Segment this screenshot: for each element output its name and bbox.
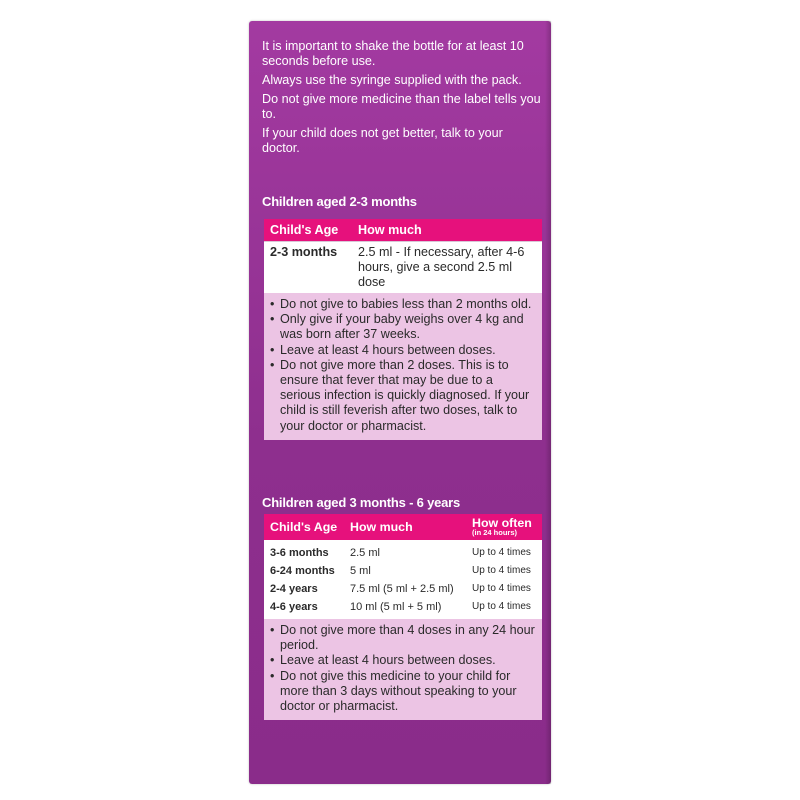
cell-age: 3-6 months [270, 547, 329, 559]
header-childs-age: Child's Age [270, 520, 338, 534]
header-childs-age: Child's Age [270, 223, 339, 237]
intro-line: If your child does not get better, talk to your doctor. [262, 126, 503, 155]
cell-frequency: Up to 4 times [472, 583, 531, 594]
warnings-list [264, 619, 542, 720]
header-how-much: How much [358, 223, 422, 237]
cell-age: 4-6 years [270, 601, 318, 613]
header-how-often-label: How often [472, 515, 532, 530]
intro-instructions [262, 39, 544, 160]
cell-amount: 2.5 ml - If necessary, after 4-6 hours, give a second 2.5 ml dose [358, 245, 525, 289]
table-row [264, 562, 542, 580]
cell-amount: 5 ml [350, 565, 371, 577]
list-item: • Leave at least 4 hours between doses. [270, 653, 536, 668]
intro-line: It is important to shake the bottle for at least 10 seconds before use. [262, 39, 524, 68]
table-row [264, 580, 542, 598]
cell-amount: 10 ml (5 ml + 5 ml) [350, 601, 442, 613]
dosage-table-body [264, 540, 542, 619]
intro-line: Always use the syringe supplied with the pack. [262, 73, 522, 87]
list-item: • Do not give more than 4 doses in any 24 hour period. [270, 623, 536, 653]
cell-frequency: Up to 4 times [472, 565, 531, 576]
cell-amount: 7.5 ml (5 ml + 2.5 ml) [350, 583, 454, 595]
cell-age: 2-4 years [270, 583, 318, 595]
list-item: • Leave at least 4 hours between doses. [270, 343, 536, 358]
header-how-often [472, 515, 542, 537]
section-title-3-months-6-years: Children aged 3 months - 6 years [262, 495, 461, 510]
table-row [264, 598, 542, 616]
cell-frequency: Up to 4 times [472, 601, 531, 612]
pack-edge-shadow [545, 21, 551, 784]
cell-amount: 2.5 ml [350, 547, 380, 559]
list-item: • Do not give this medicine to your child for more than 3 days without speaking to your doctor or pharmacist. [270, 669, 536, 715]
section-title-2-3-months: Children aged 2-3 months [262, 194, 417, 209]
dosage-box-3-months-6-years [264, 514, 542, 720]
cell-age: 6-24 months [270, 565, 335, 577]
intro-line: Do not give more medicine than the label tells you to. [262, 92, 541, 121]
list-item: • Do not give to babies less than 2 months old. [270, 297, 536, 312]
cell-frequency: Up to 4 times [472, 547, 531, 558]
cell-age: 2-3 months [270, 245, 338, 259]
table-header [264, 219, 542, 241]
table-row [264, 241, 542, 293]
list-item: • Do not give more than 2 doses. This is to ensure that fever that may be due to a serious infection is quickly diagnosed. If your child is still feverish after two doses, talk to your doctor or pharmacist. [270, 358, 536, 434]
dosage-box-2-3-months [264, 219, 542, 440]
table-row [264, 544, 542, 562]
list-item: • Only give if your baby weighs over 4 kg and was born after 37 weeks. [270, 312, 536, 342]
header-how-often-sub: (in 24 hours) [472, 527, 518, 537]
header-how-much: How much [350, 520, 413, 534]
warnings-list [264, 293, 542, 440]
table-header [264, 514, 542, 540]
